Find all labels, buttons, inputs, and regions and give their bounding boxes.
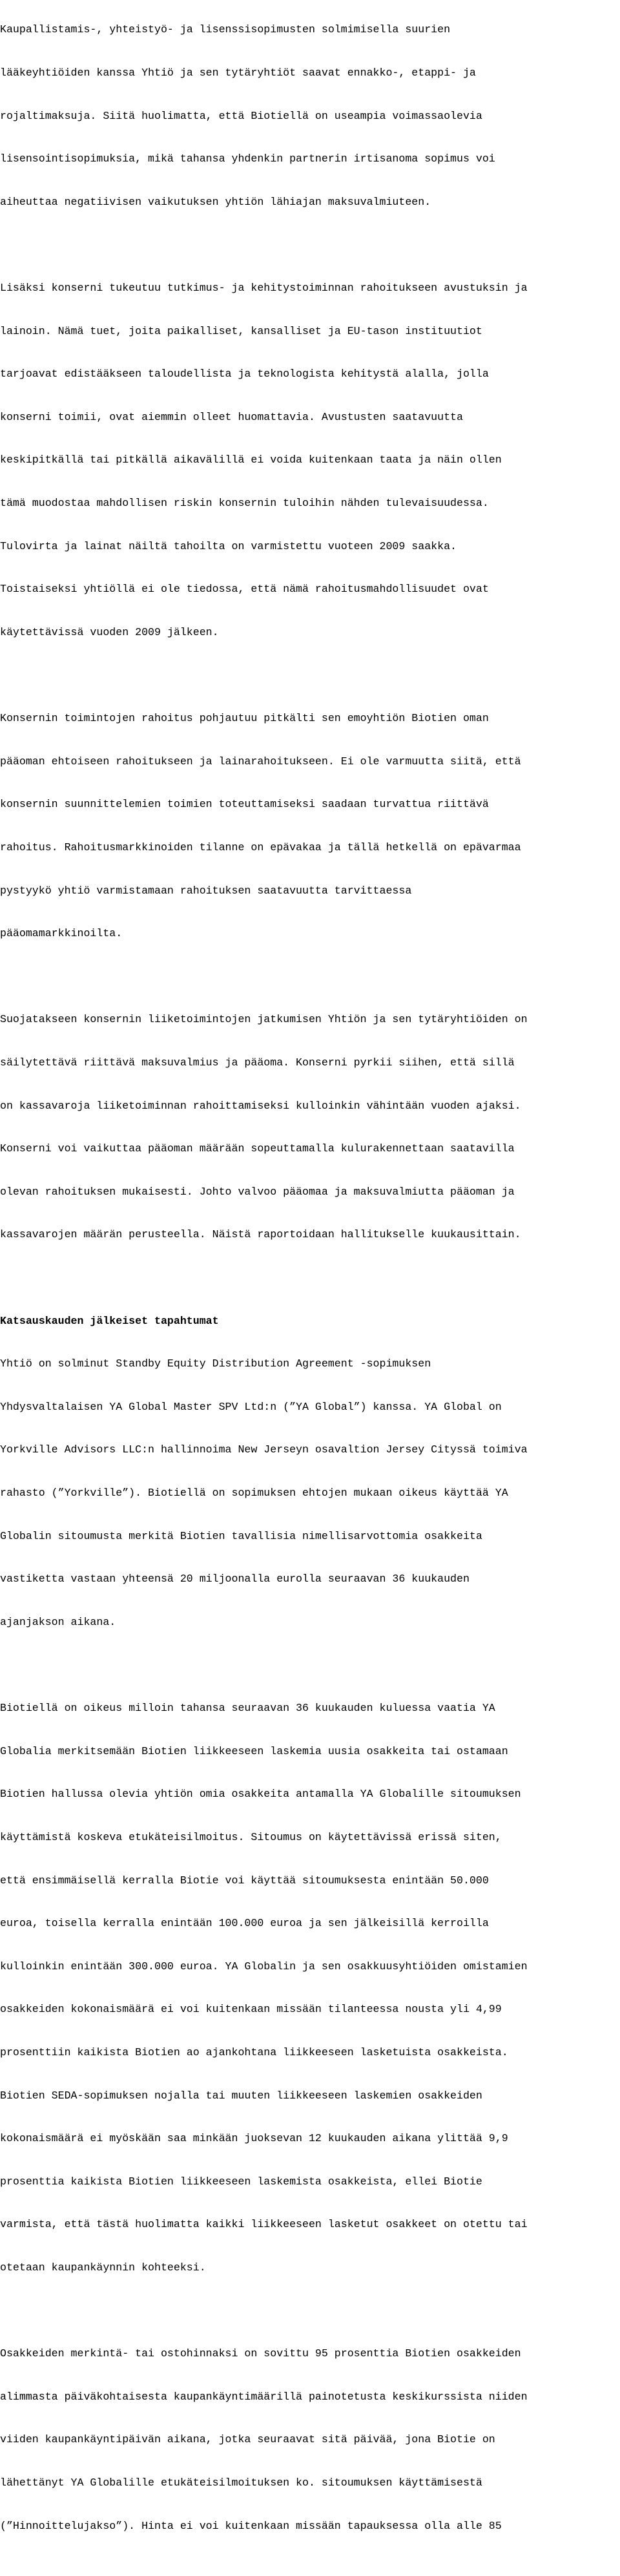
text-line: lääkeyhtiöiden kanssa Yhtiö ja sen tytäryhtiöt saavat ennakko-, etappi- ja [0, 67, 476, 79]
paragraph-licensing-revenue [0, 0, 620, 238]
text-line: Toistaiseksi yhtiöllä ei ole tiedossa, että nämä rahoitusmahdollisuudet ovat [0, 583, 489, 596]
text-line: vastiketta vastaan yhteensä 20 miljoonalla eurolla seuraavan 36 kuukauden [0, 1573, 470, 1586]
text-line: Lisäksi konserni tukeutuu tutkimus- ja kehitystoiminnan rahoitukseen avustuksin ja [0, 282, 528, 295]
text-line: säilytettävä riittävä maksuvalmius ja pääoma. Konserni pyrkii siihen, että sillä [0, 1056, 515, 1069]
paragraph-seda-terms [0, 1673, 620, 2304]
text-line: aiheuttaa negatiivisen vaikutuksen yhtiön lähiajan maksuvalmiuteen. [0, 195, 431, 208]
text-line: keskipitkällä tai pitkällä aikavälillä ei voida kuitenkaan taata ja näin ollen [0, 454, 502, 466]
text-line: Yhdysvaltalaisen YA Global Master SPV Ltd:n (”YA Global”) kanssa. YA Global on [0, 1400, 502, 1413]
text-line: Biotien hallussa olevia yhtiön omia osakkeita antamalla YA Globalille sitoumuksen [0, 1788, 521, 1801]
text-line: rahoitus. Rahoitusmarkkinoiden tilanne on epävakaa ja tällä hetkellä on epävarmaa [0, 841, 521, 853]
text-line: käytettävissä vuoden 2009 jälkeen. [0, 625, 219, 638]
text-line: ajanjakson aikana. [0, 1615, 116, 1628]
paragraph-equity-financing [0, 683, 620, 970]
text-line: Globalin sitoumusta merkitä Biotien tavallisia nimellisarvottomia osakkeita [0, 1529, 482, 1542]
text-line: Tulovirta ja lainat näiltä tahoilta on varmistettu vuoteen 2009 saakka. [0, 539, 457, 552]
text-line: Biotien SEDA-sopimuksen nojalla tai muuten liikkeeseen laskemien osakkeiden [0, 2089, 482, 2102]
text-line: tämä muodostaa mahdollisen riskin konsernin tuloihin nähden tulevaisuudessa. [0, 497, 489, 510]
text-line: Yhtiö on solminut Standby Equity Distribution Agreement -sopimuksen [0, 1357, 431, 1370]
text-line: pystyykö yhtiö varmistamaan rahoituksen saatavuutta tarvittaessa [0, 884, 412, 897]
text-line: Osakkeiden merkintä- tai ostohinnaksi on sovittu 95 prosenttia Biotien osakkeiden [0, 2347, 521, 2360]
text-line: viiden kaupankäyntipäivän aikana, jotka seuraavat sitä päivää, jona Biotie on [0, 2433, 495, 2446]
text-line: prosenttiin kaikista Biotien ao ajankohtana liikkeeseen lasketuista osakkeista. [0, 2046, 508, 2058]
text-line: tarjoavat edistääkseen taloudellista ja teknologista kehitystä alalla, jolla [0, 368, 489, 381]
text-line: konsernin suunnittelemien toimien toteuttamiseksi saadaan turvattua riittävä [0, 798, 489, 811]
text-line: lähettänyt YA Globalille etukäteisilmoituksen ko. sitoumuksen käyttämisestä [0, 2477, 482, 2489]
text-line: alimmasta päiväkohtaisesta kaupankäyntimäärillä painotetusta keskikurssista niiden [0, 2390, 528, 2403]
text-line: kokonaismäärä ei myöskään saa minkään juoksevan 12 kuukauden aikana ylittää 9,9 [0, 2132, 508, 2145]
text-line: rahasto (”Yorkville”). Biotiellä on sopimuksen ehtojen mukaan oikeus käyttää YA [0, 1487, 508, 1500]
text-line: (”Hinnoittelujakso”). Hinta ei voi kuitenkaan missään tapauksessa olla alle 85 [0, 2519, 502, 2532]
text-line: olevan rahoituksen mukaisesti. Johto valvoo pääomaa ja maksuvalmiutta pääoman ja [0, 1185, 515, 1198]
text-line: Biotiellä on oikeus milloin tahansa seuraavan 36 kuukauden kuluessa vaatia YA [0, 1702, 495, 1715]
text-line: on kassavaroja liiketoiminnan rahoittamiseksi kulloinkin vähintään vuoden ajaksi. [0, 1099, 521, 1112]
text-line: kassavarojen määrän perusteella. Näistä raportoidaan hallitukselle kuukausittain. [0, 1228, 521, 1241]
text-line: Kaupallistamis-, yhteistyö- ja lisenssisopimusten solmimisella suurien [0, 23, 451, 36]
paragraph-pricing [0, 2318, 620, 2562]
text-line: otetaan kaupankäynnin kohteeksi. [0, 2261, 206, 2274]
text-line: Konserni voi vaikuttaa pääoman määrään sopeuttamalla kulurakennettaan saatavilla [0, 1142, 515, 1155]
text-line: pääomamarkkinoilta. [0, 927, 123, 940]
text-line: Globalia merkitsemään Biotien liikkeeseen laskemia uusia osakkeita tai ostamaan [0, 1744, 508, 1757]
text-line: prosenttia kaikista Biotien liikkeeseen laskemista osakkeista, ellei Biotie [0, 2175, 482, 2188]
section-subsequent-events [0, 1285, 620, 1658]
text-line: lisensointisopimuksia, mikä tahansa yhdenkin partnerin irtisanoma sopimus voi [0, 152, 495, 165]
text-line: rojaltimaksuja. Siitä huolimatta, että Biotiellä on useampia voimassaolevia [0, 109, 482, 122]
text-line: euroa, toisella kerralla enintään 100.000 euroa ja sen jälkeisillä kerroilla [0, 1917, 489, 1930]
text-line: konserni toimii, ovat aiemmin olleet huomattavia. Avustusten saatavuutta [0, 410, 463, 423]
text-line: osakkeiden kokonaismäärä ei voi kuitenkaan missään tilanteessa nousta yli 4,99 [0, 2003, 502, 2016]
section-heading: Katsauskauden jälkeiset tapahtumat [0, 1314, 219, 1327]
text-line: varmista, että tästä huolimatta kaikki liikkeeseen lasketut osakkeet on otettu tai [0, 2218, 528, 2231]
text-line: että ensimmäisellä kerralla Biotie voi käyttää sitoumuksesta enintään 50.000 [0, 1874, 489, 1887]
text-line: lainoin. Nämä tuet, joita paikalliset, kansalliset ja EU-tason instituutiot [0, 324, 482, 337]
text-line: pääoman ehtoiseen rahoitukseen ja lainarahoitukseen. Ei ole varmuutta siitä, että [0, 755, 521, 768]
text-line: Konsernin toimintojen rahoitus pohjautuu pitkälti sen emoyhtiön Biotien oman [0, 712, 489, 725]
text-line: Suojatakseen konsernin liiketoimintojen jatkumisen Yhtiön ja sen tytäryhtiöiden on [0, 1013, 528, 1026]
paragraph-grants-and-loans [0, 253, 620, 669]
paragraph-liquidity [0, 984, 620, 1271]
text-line: kulloinkin enintään 300.000 euroa. YA Globalin ja sen osakkuusyhtiöiden omistamien [0, 1960, 528, 1973]
text-line: Yorkville Advisors LLC:n hallinnoima New Jerseyn osavaltion Jersey Cityssä toimiva [0, 1443, 528, 1456]
text-line: käyttämistä koskeva etukäteisilmoitus. Sitoumus on käytettävissä erissä siten, [0, 1830, 502, 1843]
